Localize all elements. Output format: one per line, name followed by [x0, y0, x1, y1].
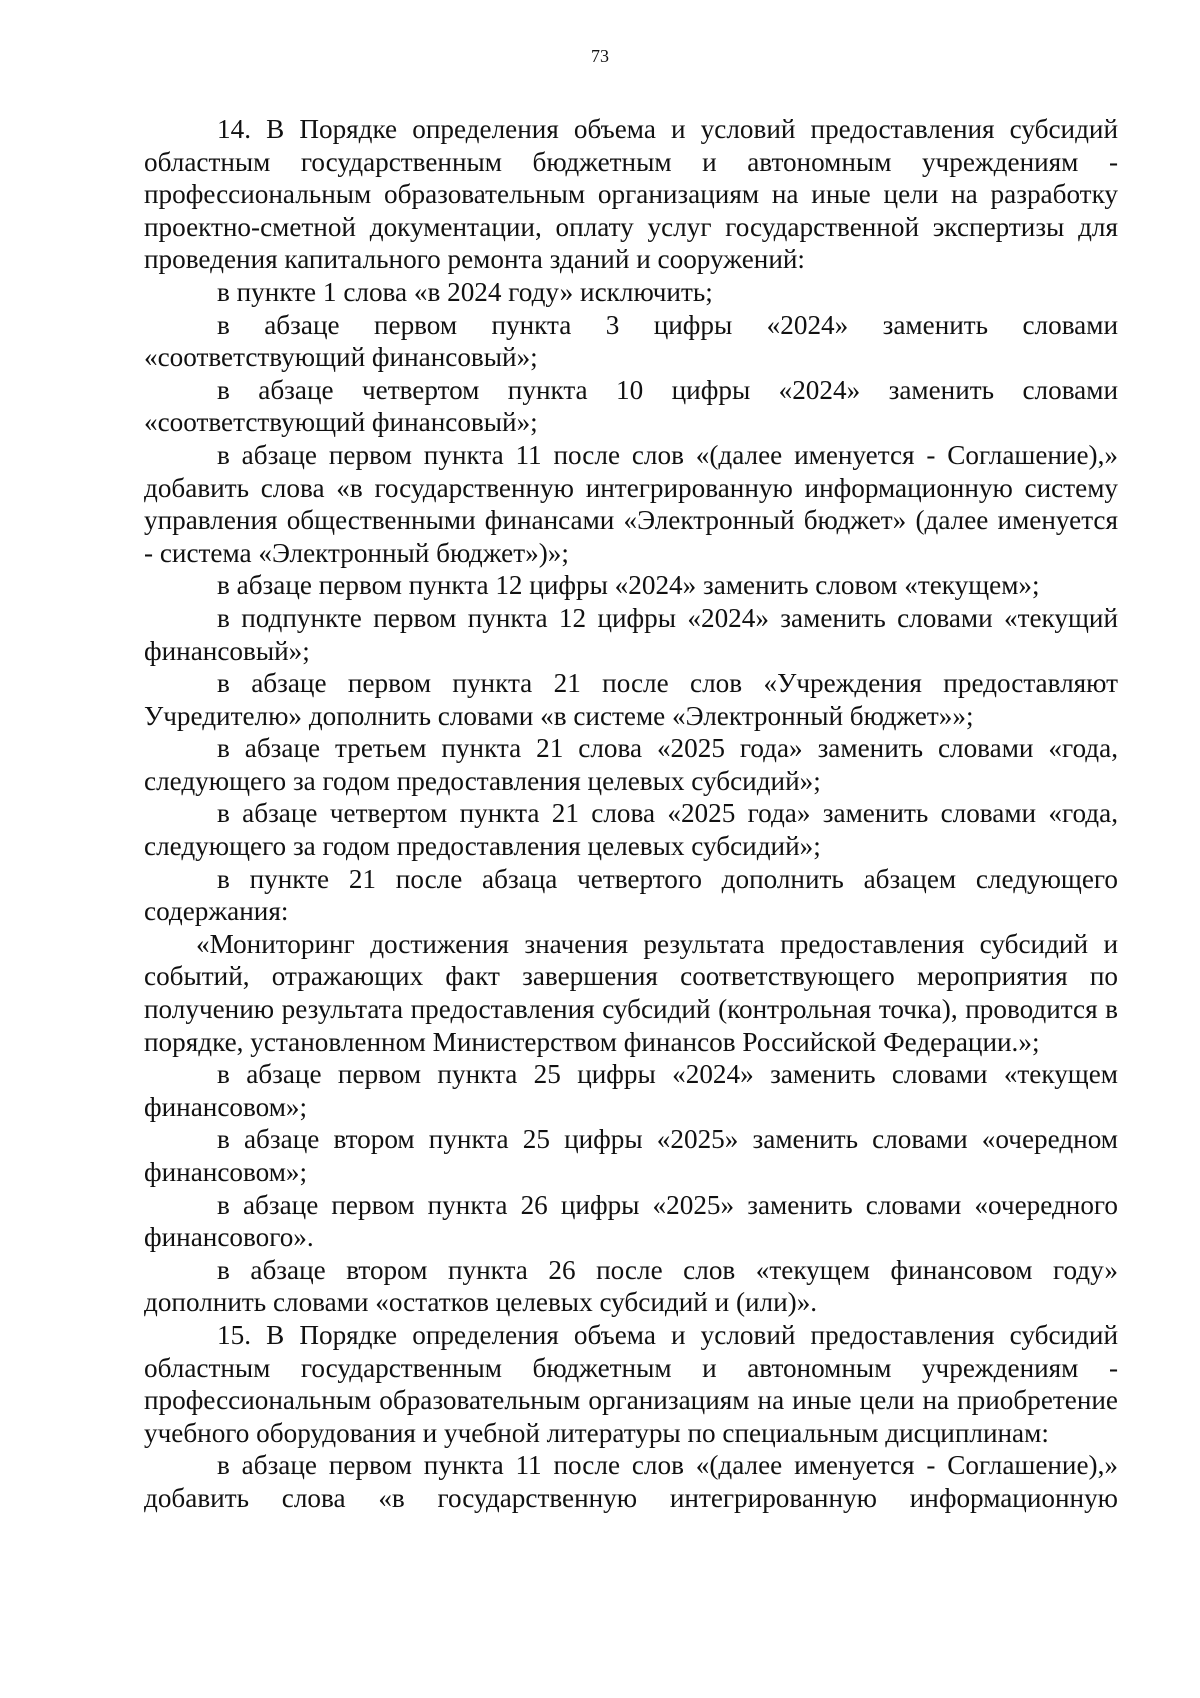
paragraph: в пункте 21 после абзаца четвертого дополнить абзацем следующего содержания:: [144, 863, 1118, 927]
paragraph: в абзаце первом пункта 26 цифры «2025» заменить словами «очередного финансового».: [144, 1189, 1118, 1253]
paragraph: в абзаце третьем пункта 21 слова «2025 года» заменить словами «года, следующего за годом предоставления целевых субсидий»;: [144, 733, 1118, 796]
paragraph: в абзаце втором пункта 26 после слов «текущем финансовом году» дополнить словами «остатков целевых субсидий и (или)».: [144, 1254, 1118, 1318]
paragraph: в абзаце первом пункта 3 цифры «2024» заменить словами «соответствующий финансовый»;: [144, 309, 1118, 373]
paragraph: в пункте 1 слова «в 2024 году» исключить;: [217, 276, 713, 307]
page-number: 73: [591, 46, 609, 66]
paragraph: в абзаце первом пункта 25 цифры «2024» заменить словами «текущем финансовом»;: [144, 1059, 1118, 1122]
quoted-paragraph: «Мониторинг достижения значения результата предоставления субсидий и событий, отражающих факт завершения соответствующего мероприятия по получению результата предоставления субсидий (контрольная точка), проводится в порядке, установленном Министерством финансов Российской Федерации.»;: [144, 928, 1118, 1057]
paragraph: в абзаце втором пункта 25 цифры «2025» заменить словами «очередном финансовом»;: [144, 1124, 1118, 1187]
paragraph: в абзаце первом пункта 11 после слов «(далее именуется - Соглашение),» добавить слова «в государственную интегрированную информационную систему управления общественными финансами «Электронный бюджет» (далее именуется - система «Электронный бюджет»)»;: [144, 439, 1118, 568]
paragraph: в подпункте первом пункта 12 цифры «2024» заменить словами «текущий финансовый»;: [144, 602, 1118, 666]
paragraph-item-14: 14. В Порядке определения объема и условий предоставления субсидий областным государственным бюджетным и автономным учреждениям - профессиональным образовательным организациям на иные цели на разработку проектно-сметной документации, оплату услуг государственной экспертизы для проведения капитального ремонта зданий и сооружений:: [144, 114, 1118, 275]
paragraph: в абзаце первом пункта 11 после слов «(далее именуется - Соглашение),» добавить слова «в государственную интегрированную информационную: [144, 1450, 1118, 1513]
paragraph-item-15: 15. В Порядке определения объема и условий предоставления субсидий областным государственным бюджетным и автономным учреждениям - профессиональным образовательным организациям на иные цели на приобретение учебного оборудования и учебной литературы по специальным дисциплинам:: [144, 1319, 1118, 1448]
paragraph: в абзаце первом пункта 12 цифры «2024» заменить словом «текущем»;: [217, 570, 1040, 601]
paragraph: в абзаце первом пункта 21 после слов «Учреждения предоставляют Учредителю» дополнить словами «в системе «Электронный бюджет»»;: [144, 668, 1118, 731]
paragraph: в абзаце четвертом пункта 21 слова «2025 года» заменить словами «года, следующего за годом предоставления целевых субсидий»;: [144, 798, 1118, 862]
document-body: [144, 113, 1118, 1515]
paragraph: в абзаце четвертом пункта 10 цифры «2024» заменить словами «соответствующий финансовый»;: [144, 374, 1118, 438]
